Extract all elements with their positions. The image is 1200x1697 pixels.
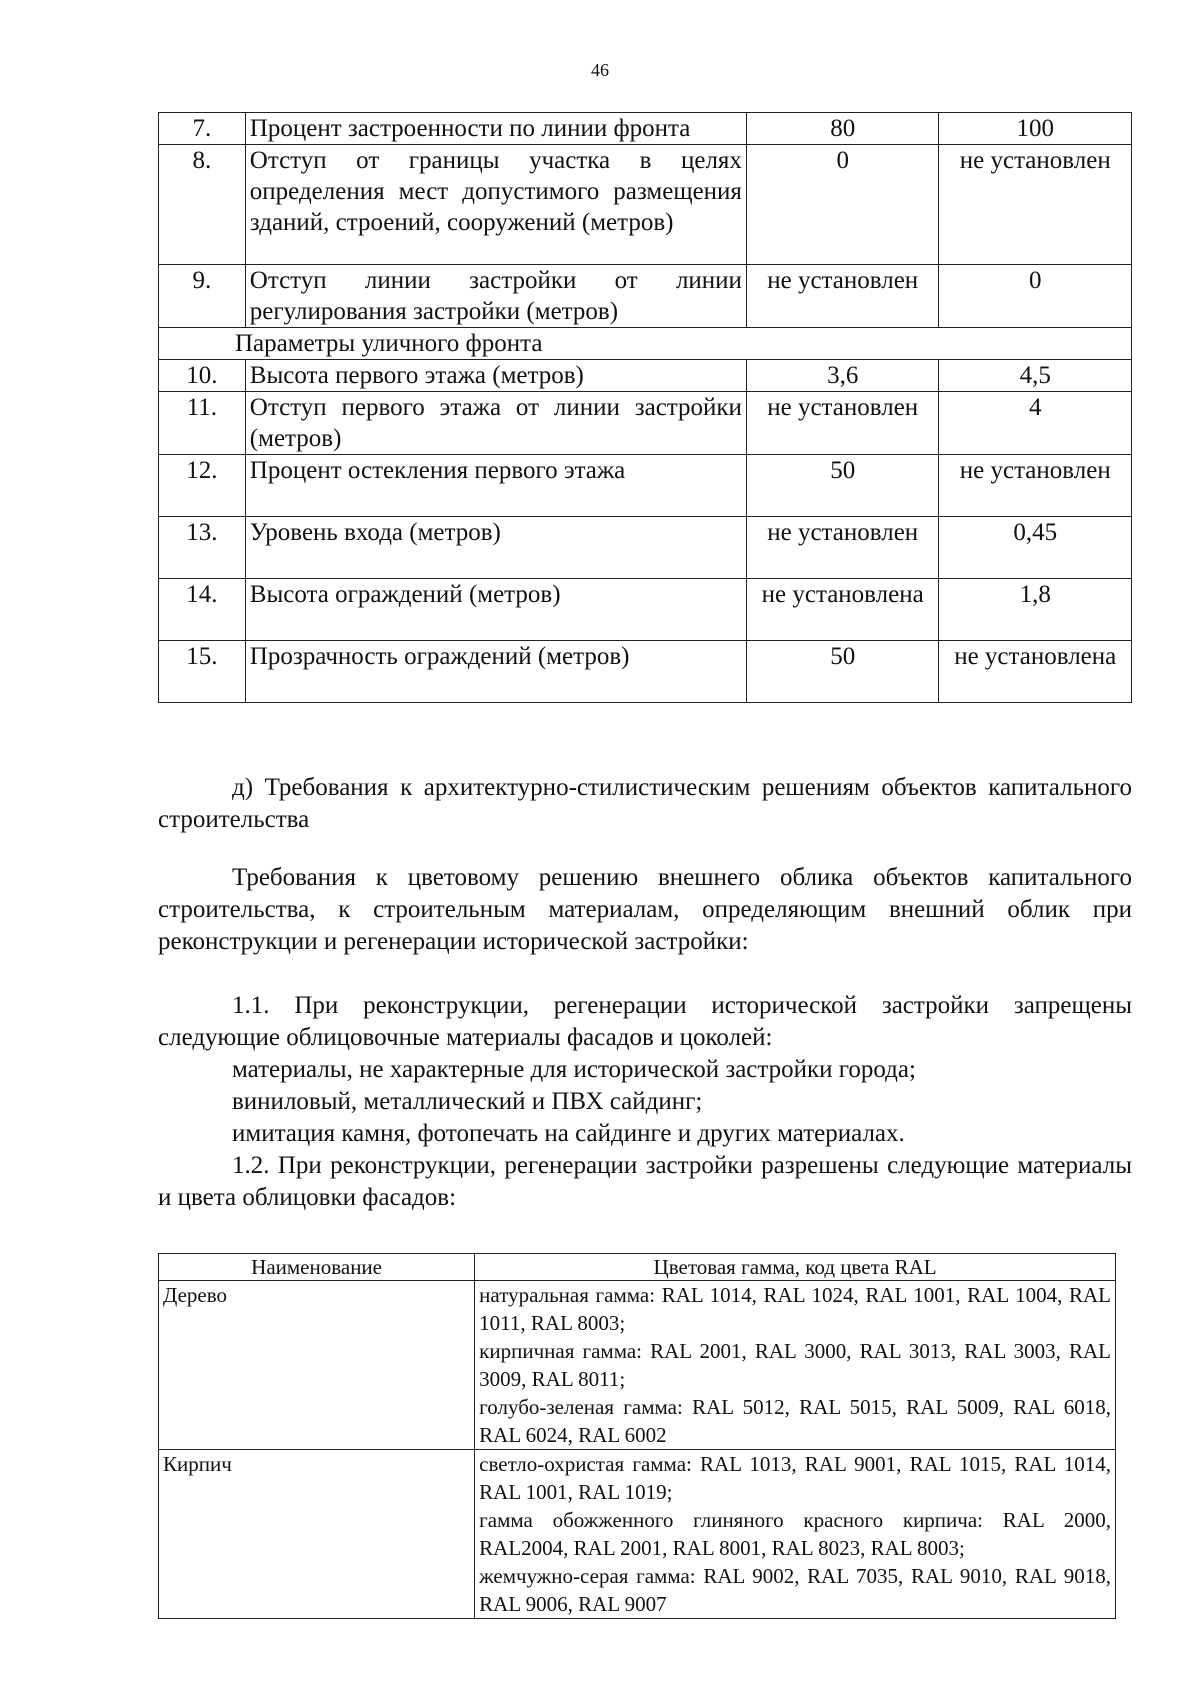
table-row [159, 641, 1132, 703]
value-max: 1,8 [939, 579, 1132, 641]
color-range: кирпичная гамма: RAL 2001, RAL 3000, RAL 3013, RAL 3003, RAL 3009, RAL 8011; [479, 1339, 1111, 1391]
color-range: натуральная гамма: RAL 1014, RAL 1024, RAL 1001, RAL 1004, RAL 1011, RAL 8003; [479, 1283, 1111, 1335]
material-name: Дерево [159, 1281, 475, 1450]
parameter-name: Отступ от границы участка в целях определения мест допустимого размещения зданий, строений, сооружений (метров) [245, 145, 746, 265]
color-range: жемчужно-серая гамма: RAL 9002, RAL 7035, RAL 9010, RAL 9018, RAL 9006, RAL 9007 [479, 1564, 1111, 1616]
material-colors [475, 1281, 1116, 1450]
prohibited-materials-block [158, 990, 1132, 1214]
list-item: материалы, не характерные для исторической застройки города; [232, 1056, 916, 1083]
table-row [159, 145, 1132, 265]
value-max: 0,45 [939, 517, 1132, 579]
value-max: 4 [939, 392, 1132, 455]
section-title: Параметры уличного фронта [159, 328, 1132, 360]
color-range: гамма обожженного глиняного красного кирпича: RAL 2000, RAL2004, RAL 2001, RAL 8001, RAL 8023, RAL 8003; [479, 1508, 1111, 1560]
parameter-name: Отступ первого этажа от линии застройки (метров) [245, 392, 746, 455]
value-min: 3,6 [746, 360, 939, 392]
table-row [159, 392, 1132, 455]
value-max: не установлен [939, 455, 1132, 517]
table-row [159, 455, 1132, 517]
row-number: 12. [159, 455, 246, 517]
material-name: Кирпич [159, 1450, 475, 1619]
page-number: 46 [591, 60, 609, 80]
row-number: 8. [159, 145, 246, 265]
table-row [159, 579, 1132, 641]
color-range: светло-охристая гамма: RAL 1013, RAL 9001, RAL 1015, RAL 1014, RAL 1001, RAL 1019; [479, 1452, 1111, 1504]
row-number: 15. [159, 641, 246, 703]
parameter-name: Процент застроенности по линии фронта [245, 113, 746, 145]
section-d-heading: д) Требования к архитектурно-стилистическим решениям объектов капитального строительства [158, 774, 1132, 833]
row-number: 10. [159, 360, 246, 392]
value-max: не установлена [939, 641, 1132, 703]
table-row [159, 360, 1132, 392]
row-number: 9. [159, 265, 246, 328]
parameter-name: Отступ линии застройки от линии регулирования застройки (метров) [245, 265, 746, 328]
value-max: 100 [939, 113, 1132, 145]
table-row [159, 1281, 1116, 1450]
item-1-1: 1.1. При реконструкции, регенерации исторической застройки запрещены следующие облицовочные материалы фасадов и цоколей: [158, 992, 1132, 1051]
value-max: не установлен [939, 145, 1132, 265]
parameter-name: Уровень входа (метров) [245, 517, 746, 579]
value-min: не установлен [746, 265, 939, 328]
item-1-2: 1.2. При реконструкции, регенерации застройки разрешены следующие материалы и цвета облицовки фасадов: [158, 1152, 1132, 1211]
table-row [159, 265, 1132, 328]
section-row [159, 328, 1132, 360]
parameter-name: Прозрачность ограждений (метров) [245, 641, 746, 703]
column-header-name: Наименование [159, 1254, 475, 1281]
row-number: 13. [159, 517, 246, 579]
value-min: 50 [746, 455, 939, 517]
value-max: 4,5 [939, 360, 1132, 392]
list-item: виниловый, металлический и ПВХ сайдинг; [232, 1088, 703, 1115]
parameter-name: Процент остекления первого этажа [245, 455, 746, 517]
value-min: 80 [746, 113, 939, 145]
column-header-colors: Цветовая гамма, код цвета RAL [475, 1254, 1116, 1281]
value-min: не установлен [746, 517, 939, 579]
parameter-name: Высота ограждений (метров) [245, 579, 746, 641]
row-number: 7. [159, 113, 246, 145]
color-range: голубо-зеленая гамма: RAL 5012, RAL 5015, RAL 5009, RAL 6018, RAL 6024, RAL 6002 [479, 1395, 1111, 1447]
material-colors [475, 1450, 1116, 1619]
table-header-row [159, 1254, 1116, 1281]
table-row [159, 113, 1132, 145]
row-number: 14. [159, 579, 246, 641]
row-number: 11. [159, 392, 246, 455]
value-min: не установлена [746, 579, 939, 641]
table-row [159, 1450, 1116, 1619]
list-item: имитация камня, фотопечать на сайдинге и других материалах. [232, 1120, 905, 1147]
value-min: 0 [746, 145, 939, 265]
parameter-name: Высота первого этажа (метров) [245, 360, 746, 392]
color-requirements-intro: Требования к цветовому решению внешнего облика объектов капитального строительства, к строительным материалам, определяющим внешний облик при реконструкции и регенерации исторической застройки: [158, 864, 1132, 955]
table-row [159, 517, 1132, 579]
parameters-table [158, 112, 1132, 703]
value-min: 50 [746, 641, 939, 703]
materials-table [158, 1253, 1116, 1619]
value-min: не установлен [746, 392, 939, 455]
value-max: 0 [939, 265, 1132, 328]
